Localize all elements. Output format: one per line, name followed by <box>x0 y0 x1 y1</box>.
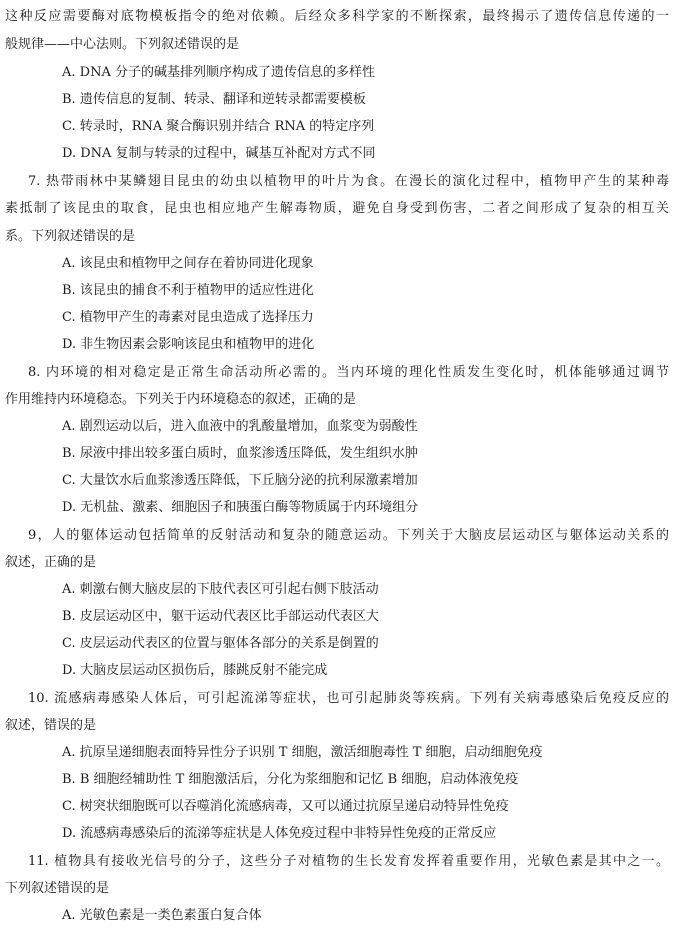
q10-option-a: A. 抗原呈递细胞表面特异性分子识别 T 细胞，激活细胞毒性 T 细胞，启动细胞免疫 <box>62 745 543 760</box>
q8-stem-line-2: 作用维持内环境稳态。下列关于内环境稳态的叙述，正确的是 <box>5 392 357 407</box>
q6-option-a: A. DNA 分子的碱基排列顺序构成了遗传信息的多样性 <box>62 65 375 80</box>
q10-stem-line-2: 叙述，错误的是 <box>5 718 97 733</box>
q7-option-d: D. 非生物因素会影响该昆虫和植物甲的进化 <box>62 337 315 352</box>
q8-option-b: B. 尿液中排出较多蛋白质时，血浆渗透压降低，发生组织水肿 <box>62 446 418 461</box>
q6-option-d: D. DNA 复制与转录的过程中，碱基互补配对方式不同 <box>62 146 376 161</box>
q10-option-c: C. 树突状细胞既可以吞噬消化流感病毒，又可以通过抗原呈递启动特异性免疫 <box>62 799 509 814</box>
q9-stem-line-2: 叙述，正确的是 <box>5 555 97 570</box>
q11-option-a: A. 光敏色素是一类色素蛋白复合体 <box>62 908 262 923</box>
q7-option-b: B. 该昆虫的捕食不利于植物甲的适应性进化 <box>62 283 314 298</box>
q7-stem-line-3: 系。下列叙述错误的是 <box>5 229 136 244</box>
q9-stem-line-1: 9，人的躯体运动包括简单的反射活动和复杂的随意运动。下列关于大脑皮层运动区与躯体运动关系的 <box>28 528 669 543</box>
q7-stem-line-1: 7. 热带雨林中某鳞翅目昆虫的幼虫以植物甲的叶片为食。在漫长的演化过程中，植物甲产生的某种毒 <box>28 174 669 189</box>
q8-option-c: C. 大量饮水后血浆渗透压降低，下丘脑分泌的抗利尿激素增加 <box>62 473 418 488</box>
q10-option-d: D. 流感病毒感染后的流涕等症状是人体免疫过程中非特异性免疫的正常反应 <box>62 826 497 841</box>
q8-option-a: A. 剧烈运动以后，进入血液中的乳酸量增加，血浆变为弱酸性 <box>62 419 418 434</box>
q6-stem-line-2: 般规律——中心法则。下列叙述错误的是 <box>5 37 240 52</box>
q8-option-d: D. 无机盐、激素、细胞因子和胰蛋白酶等物质属于内环境组分 <box>62 500 419 515</box>
q8-stem-line-1: 8. 内环境的相对稳定是正常生命活动所必需的。当内环境的理化性质发生变化时，机体能够通过调节 <box>28 365 669 380</box>
q11-stem-line-2: 下列叙述错误的是 <box>5 881 110 896</box>
q9-option-a: A. 刺激右侧大脑皮层的下肢代表区可引起右侧下肢活动 <box>62 582 379 597</box>
q9-option-c: C. 皮层运动代表区的位置与躯体各部分的关系是倒置的 <box>62 636 379 651</box>
q7-stem-line-2: 素抵制了该昆虫的取食，昆虫也相应地产生解毒物质，避免自身受到伤害，二者之间形成了复杂的相互关 <box>5 201 669 216</box>
q10-option-b: B. B 细胞经辅助性 T 细胞激活后，分化为浆细胞和记忆 B 细胞，启动体液免疫 <box>62 772 519 787</box>
q6-option-c: C. 转录时，RNA 聚合酶识别并结合 RNA 的特定序列 <box>62 119 375 134</box>
q10-stem-line-1: 10. 流感病毒感染人体后，可引起流涕等症状，也可引起肺炎等疾病。下列有关病毒感染后免疫反应的 <box>28 691 669 706</box>
q7-option-c: C. 植物甲产生的毒素对昆虫造成了选择压力 <box>62 310 314 325</box>
q6-stem-line-1: 这种反应需要酶对底物模板指令的绝对依赖。后经众多科学家的不断探索，最终揭示了遗传信息传递的一 <box>5 9 669 24</box>
q9-option-d: D. 大脑皮层运动区损伤后，膝跳反射不能完成 <box>62 663 328 678</box>
q9-option-b: B. 皮层运动区中，躯干运动代表区比手部运动代表区大 <box>62 609 379 624</box>
q7-option-a: A. 该昆虫和植物甲之间存在着协同进化现象 <box>62 256 314 271</box>
q6-option-b: B. 遗传信息的复制、转录、翻译和逆转录都需要模板 <box>62 92 366 107</box>
q11-stem-line-1: 11. 植物具有接收光信号的分子，这些分子对植物的生长发育发挥着重要作用，光敏色素是其中之一。 <box>28 854 669 869</box>
